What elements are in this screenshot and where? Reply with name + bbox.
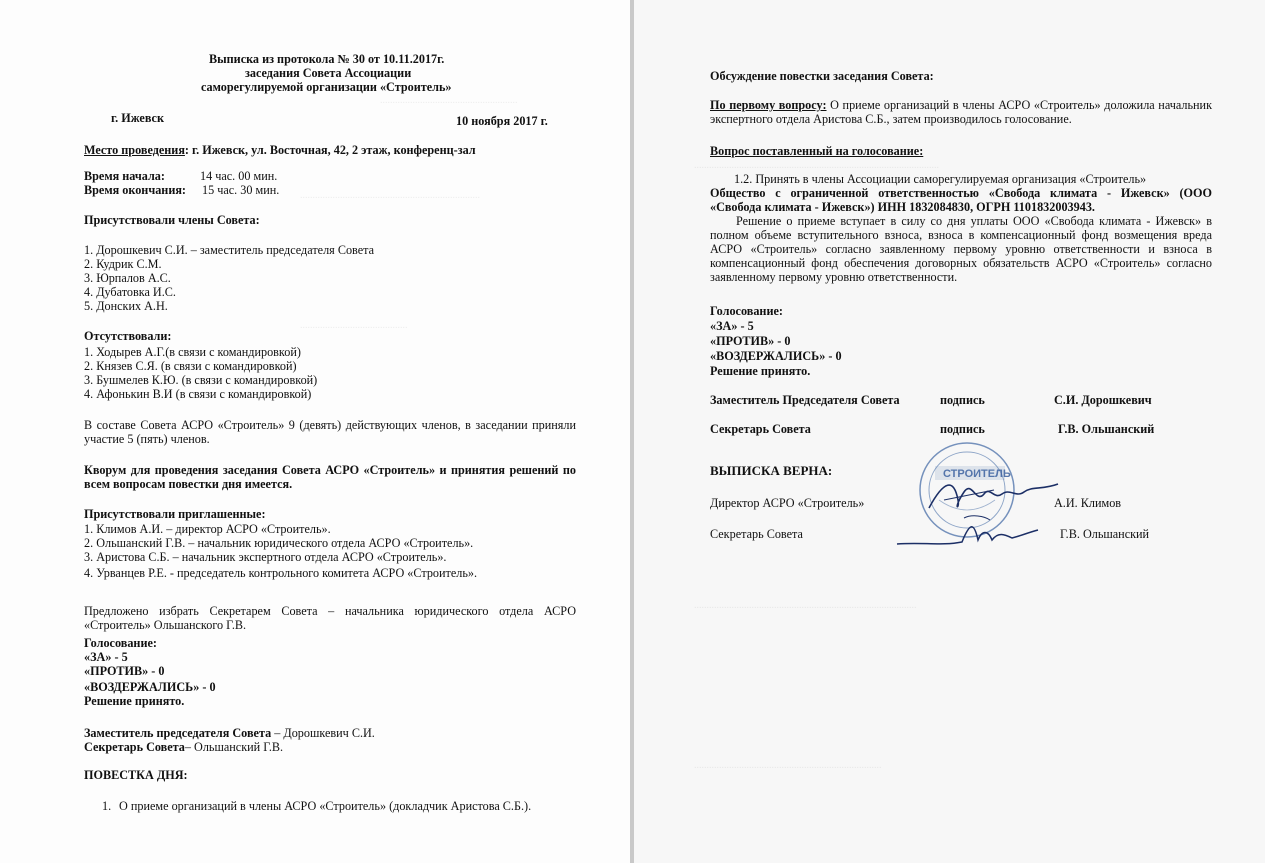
stamp-text: СТРОИТЕЛЬ xyxy=(943,468,1011,480)
item-intro: 1.2. Принять в члены Ассоциации саморегулируемая организация «Строитель» xyxy=(734,172,1147,186)
list-item: 4. Афонькин В.И (в связи с командировкой) xyxy=(84,387,312,401)
list-item: 5. Донских А.Н. xyxy=(84,299,168,313)
first-question-text: О приеме организаций в члены АСРО «Строитель» доложила начальник экспертного отдела Аристова С.Б., затем производилось голосование. xyxy=(710,98,1213,126)
present-heading: Присутствовали члены Совета: xyxy=(84,213,260,227)
first-question-label: По первому вопросу: xyxy=(710,98,827,112)
end-label: Время окончания: xyxy=(84,183,186,197)
signature-mark: подпись xyxy=(940,393,985,407)
city: г. Ижевск xyxy=(111,111,164,125)
list-item: 1. Дорошкевич С.И. – заместитель председателя Совета xyxy=(84,243,375,257)
secretary-role: Секретарь Совета xyxy=(710,527,803,541)
list-item: 4. Урванцев Р.Е. - председатель контрольного комитета АСРО «Строитель». xyxy=(84,566,478,580)
agenda-item: О приеме организаций в члены АСРО «Строитель» (докладчик Аристова С.Б.). xyxy=(119,799,532,813)
signature-mark: подпись xyxy=(940,422,985,436)
list-item: 1. Ходырев А.Г.(в связи с командировкой) xyxy=(84,345,301,359)
place-label: Место проведения xyxy=(84,143,185,157)
first-question-paragraph xyxy=(710,98,1212,126)
vote-against: «ПРОТИВ» - 0 xyxy=(84,664,165,678)
title-line-3: саморегулируемой организации «Строитель» xyxy=(201,80,452,94)
quorum-paragraph: Кворум для проведения заседания Совета АСРО «Строитель» и принятия решений по всем вопросам повестки дня имеется. xyxy=(84,463,576,491)
decision: Решение принято. xyxy=(84,694,185,708)
vote-for: «ЗА» - 5 xyxy=(84,650,128,664)
left-page xyxy=(0,0,630,863)
deputy-line xyxy=(84,726,375,740)
start-value: 14 час. 00 мин. xyxy=(200,169,278,183)
composition-paragraph: В составе Совета АСРО «Строитель» 9 (девять) действующих членов, в заседании приняли участие 5 (пять) членов. xyxy=(84,418,576,446)
show-through-text: ......................................................................................... xyxy=(694,600,917,611)
list-item: 2. Князев С.Я. (в связи с командировкой) xyxy=(84,359,297,373)
list-item: 4. Дубатовка И.С. xyxy=(84,285,176,299)
invited-heading: Присутствовали приглашенные: xyxy=(84,507,266,521)
title-line-1: Выписка из протокола № 30 от 10.11.2017г. xyxy=(209,52,445,66)
secretary-name: Г.В. Ольшанский xyxy=(1060,527,1150,541)
deputy-label: Заместитель председателя Совета xyxy=(84,726,272,740)
deputy-value: – Дорошкевич С.И. xyxy=(271,726,375,740)
show-through-text: ....................................................... xyxy=(380,95,518,106)
agenda-number: 1. xyxy=(102,799,112,813)
proposal-paragraph: Предложено избрать Секретарем Совета – начальника юридического отдела АСРО «Строитель» Ольшанского Г.В. xyxy=(84,604,576,632)
vote-abstain: «ВОЗДЕРЖАЛИСЬ» - 0 xyxy=(710,349,842,363)
true-copy-heading: ВЫПИСКА ВЕРНА: xyxy=(710,463,833,478)
date: 10 ноября 2017 г. xyxy=(456,114,548,128)
item-organization: Общество с ограниченной ответственностью «Свобода климата - Ижевск» (ООО «Свобода климата - Ижевск») ИНН 1832084830, ОГРН 1101832003943. xyxy=(710,186,1212,214)
list-item: 3. Юрпалов А.С. xyxy=(84,271,171,285)
vote-against: «ПРОТИВ» - 0 xyxy=(710,334,791,348)
director-name: А.И. Климов xyxy=(1054,496,1122,510)
list-item: 1. Климов А.И. – директор АСРО «Строитель». xyxy=(84,522,331,536)
list-item: 3. Бушмелев К.Ю. (в связи с командировкой) xyxy=(84,373,318,387)
secretary-value: – Ольшанский Г.В. xyxy=(184,740,284,754)
signature-role-deputy: Заместитель Председателя Совета xyxy=(710,393,900,407)
vote-heading: Голосование: xyxy=(710,304,783,318)
secretary-label: Секретарь Совета xyxy=(84,740,185,754)
show-through-text: ........................................................................... xyxy=(694,760,882,771)
title-line-2: заседания Совета Ассоциации xyxy=(245,66,412,80)
secretary-signature xyxy=(892,512,1042,552)
vote-for: «ЗА» - 5 xyxy=(710,319,754,333)
show-through-text: ........................................... xyxy=(300,320,408,331)
vote-abstain: «ВОЗДЕРЖАЛИСЬ» - 0 xyxy=(84,680,216,694)
decision: Решение принято. xyxy=(710,364,811,378)
secretary-line xyxy=(84,740,283,754)
director-role: Директор АСРО «Строитель» xyxy=(710,496,865,510)
place-value: : г. Ижевск, ул. Восточная, 42, 2 этаж, конференц-зал xyxy=(184,143,476,157)
agenda-heading: ПОВЕСТКА ДНЯ: xyxy=(84,768,188,782)
vote-heading: Голосование: xyxy=(84,636,157,650)
list-item: 2. Кудрик С.М. xyxy=(84,257,162,271)
place-line xyxy=(84,143,476,157)
show-through-text: ........................................................................ xyxy=(300,190,480,201)
right-page xyxy=(634,0,1265,863)
signature-role-secretary: Секретарь Совета xyxy=(710,422,811,436)
decision-paragraph: Решение о приеме вступает в силу со дня уплаты ООО «Свобода климата - Ижевск» в полном объеме вступительного взноса, взноса в компенсационный фонд возмещения вреда АСРО «Строитель» согласно заявленному первому уровню ответственности и взноса в компенсационный фонд обеспечения договорных обязательств АСРО «Строитель» согласно заявленному первому уровню ответственности. xyxy=(710,214,1212,284)
discussion-heading: Обсуждение повестки заседания Совета: xyxy=(710,69,934,83)
vote-question-heading: Вопрос поставленный на голосование: xyxy=(710,144,924,158)
start-label: Время начала: xyxy=(84,169,165,183)
absent-heading: Отсутствовали: xyxy=(84,329,172,343)
list-item: 2. Ольшанский Г.В. – начальник юридического отдела АСРО «Строитель». xyxy=(84,536,474,550)
end-value: 15 час. 30 мин. xyxy=(202,183,280,197)
signature-name-deputy: С.И. Дорошкевич xyxy=(1054,393,1152,407)
signature-name-secretary: Г.В. Ольшанский xyxy=(1058,422,1155,436)
show-through-text: .................................................................................................. xyxy=(694,160,939,171)
list-item: 3. Аристова С.Б. – начальник экспертного отдела АСРО «Строитель». xyxy=(84,550,447,564)
